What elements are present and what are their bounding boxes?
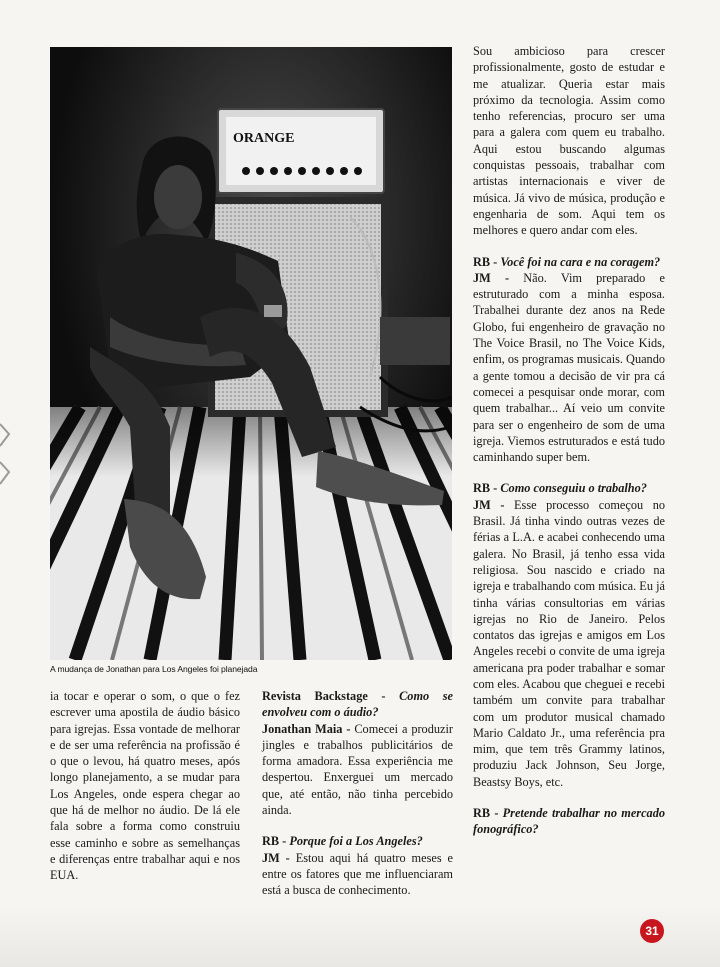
question — [473, 254, 665, 270]
question — [473, 805, 665, 838]
question — [262, 833, 453, 849]
striped-rug — [50, 407, 452, 660]
question-text: Porque foi a Los Angeles? — [289, 834, 423, 849]
speaker-label: Jonathan Maia - — [262, 721, 351, 736]
page-number-badge: 31 — [640, 919, 664, 943]
speaker-label: JM - — [473, 497, 505, 512]
answer — [473, 270, 665, 466]
question — [262, 688, 453, 721]
answer-text: Não. Vim preparado e estruturado com a minha esposa. Trabalhei durante dez anos na Rede Globo, fui engenheiro de gravação no The Voice Brasil, no The Voice Kids, enfim, os programas musicais. Quando a gente tomou a decisão de vir pra cá comecei a pesquisar onde morar, com quem trabalhar... Aí veio um convite para ser o engenheiro de som de uma igreja. Viemos estruturados e está tudo caminhando super bem. — [473, 270, 665, 465]
text-column-2 — [262, 688, 453, 899]
paragraph: ia tocar e operar o som, o que o fez escrever uma apostila de áudio básico para igrejas. Essa vontade de melhorar e de ser uma referência na profissão é o que o levou, há quatro meses, após longo planejamento, a se mudar para Los Angeles, onde espera chegar ao que há de melhor no áudio. De lá ele fala sobre a forma como construiu esse caminho e sobre as semelhanças e diferenças entre trabalhar aqui e nos EUA. — [50, 689, 240, 883]
speaker-label: RB - — [473, 481, 498, 496]
text-column-3 — [473, 43, 665, 838]
svg-text:ORANGE: ORANGE — [233, 131, 295, 146]
speaker-label: Revista Backstage - — [262, 689, 386, 703]
speaker-label: JM - — [473, 270, 510, 285]
question-text: Como se envolveu com o áudio? — [262, 689, 453, 720]
chain-link-icon — [0, 410, 14, 500]
answer — [473, 497, 665, 790]
speaker-label: JM - — [262, 850, 290, 865]
answer — [262, 850, 453, 899]
question-text: Como conseguiu o trabalho? — [500, 481, 647, 496]
answer-text: Estou aqui há quatro meses e entre os fatores que me influenciaram está a busca de conhecimento. — [262, 850, 453, 898]
answer-text: Comecei a produzir jingles e trabalhos publicitários de forma amadora. Essa experiência me despertou. Enxerguei um mercado que, até então, não tinha percebido ainda. — [262, 721, 453, 818]
question-text: Você foi na cara e na coragem? — [500, 254, 661, 269]
photo-caption: A mudança de Jonathan para Los Angeles foi planejada — [50, 664, 258, 674]
paragraph: Sou ambicioso para crescer profissionalmente, gosto de estudar e me atualizar. Queria estar mais próximo da tecnologia. Assim como tenho referencias, procuro ser uma para a galera com quem eu trabalho. Aqui estou buscando algumas conquistas pessoais, trabalhar com artistas internacionais e viver de música. Já vivo de música, produção e engenharia de som. Aqui tem os melhores e quero andar com eles. — [473, 44, 665, 238]
answer — [262, 721, 453, 819]
question-text: Pretende trabalhar no mercado fonográfico? — [473, 806, 665, 837]
speaker-label: RB - — [262, 834, 287, 849]
speaker-label: RB - — [473, 806, 499, 821]
page-shadow — [0, 905, 720, 967]
speaker-label: RB - — [473, 254, 498, 269]
text-column-1 — [50, 688, 240, 884]
article-photo — [50, 47, 452, 660]
question — [473, 480, 665, 496]
answer-text: Esse processo começou no Brasil. Já tinha vindo outras vezes de férias a L.A. e acabei conhecendo uma galera. No Brasil, já tenho essa vida religiosa. Sou nascido e criado na igreja e trabalhando com música. Eu já tinha várias consultorias em várias igrejas no Rio de Janeiro. Pelos contatos das igrejas e amigos em Los Angeles recebi o convite de uma igreja americana pra poder trabalhar e somar com eles. Acabou que cheguei e recebi também um convite para trabalhar com um produtor musical chamado Mario Caldato Jr., uma referência pra mim, que tem três Grammy latinos, produziu Jack Johnson, Seu Jorge, Beastsy Boys, etc. — [473, 497, 665, 789]
